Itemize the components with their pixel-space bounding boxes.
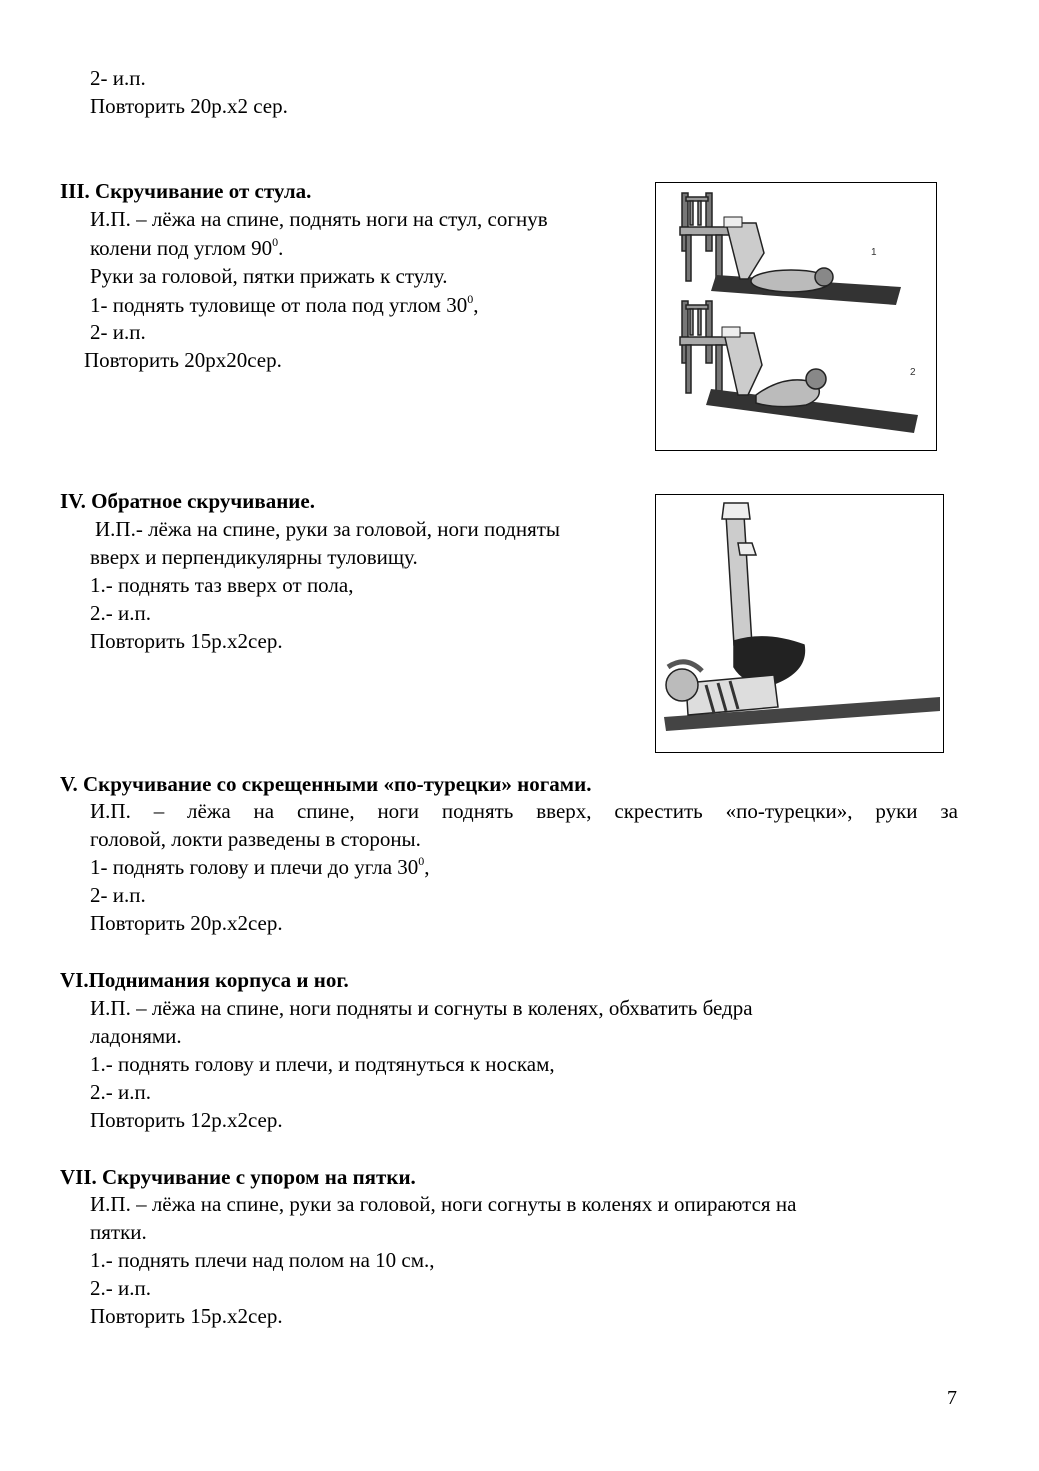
body-line: 2.- и.п. bbox=[90, 1276, 151, 1300]
reverse-crunch-illustration bbox=[655, 494, 944, 753]
body-line: Повторить 15р.х2сер. bbox=[90, 1304, 283, 1328]
body-line: Повторить 20р.х2 сер. bbox=[90, 94, 288, 118]
body-line: 2- и.п. bbox=[90, 66, 146, 90]
body-line: колени под углом $90^0$. bbox=[90, 235, 284, 260]
body-line: ладонями. bbox=[90, 1024, 182, 1048]
body-line: вверх и перпендикулярны туловищу. bbox=[90, 545, 418, 569]
body-line: Повторить 12р.х2сер. bbox=[90, 1108, 283, 1132]
body-line: И.П. – лёжа на спине, руки за головой, ноги согнуты в коленях и опираются на bbox=[90, 1192, 797, 1216]
body-line: И.П. – лёжа на спине, поднять ноги на стул, согнув bbox=[90, 207, 548, 231]
section-heading-5: V. Скручивание со скрещенными «по-турецки» ногами. bbox=[60, 772, 592, 796]
body-line: И.П.- лёжа на спине, руки за головой, ноги подняты bbox=[95, 517, 561, 541]
body-line: Повторить 20р.х2сер. bbox=[90, 911, 283, 935]
body-line: 1- поднять туловище от пола под углом $30^0$, bbox=[90, 292, 479, 317]
body-line: Руки за головой, пятки прижать к стулу. bbox=[90, 264, 448, 288]
chair-upper bbox=[680, 193, 730, 281]
figure-lower bbox=[722, 327, 826, 407]
page-number: 7 bbox=[947, 1387, 957, 1409]
exercise-figure bbox=[666, 503, 804, 715]
body-line: головой, локти разведены в стороны. bbox=[90, 827, 421, 851]
body-line: И.П. – лёжа на спине, ноги поднять вверх, скрестить «по-турецки», руки за bbox=[90, 799, 958, 823]
body-line: Повторить 15р.х2сер. bbox=[90, 629, 283, 653]
chair-crunch-illustration bbox=[655, 182, 937, 451]
figure-label-1: 1 bbox=[871, 247, 877, 258]
body-line: 2- и.п. bbox=[90, 883, 146, 907]
body-line: 2- и.п. bbox=[90, 320, 146, 344]
section-heading-4: IV. Обратное скручивание. bbox=[60, 489, 315, 513]
body-line: 1.- поднять голову и плечи, и подтянуться к носкам, bbox=[90, 1052, 555, 1076]
body-line: 1.- поднять плечи над полом на 10 см., bbox=[90, 1248, 435, 1272]
chair-lower bbox=[680, 301, 730, 393]
body-line: 1.- поднять таз вверх от пола, bbox=[90, 573, 354, 597]
section-heading-6: VI.Поднимания корпуса и ног. bbox=[60, 968, 349, 992]
body-line: И.П. – лёжа на спине, ноги подняты и согнуты в коленях, обхватить бедра bbox=[90, 996, 753, 1020]
body-line: Повторить 20рх20сер. bbox=[84, 348, 282, 372]
body-line: пятки. bbox=[90, 1220, 147, 1244]
body-line: 1- поднять голову и плечи до угла $30^0$, bbox=[90, 854, 430, 879]
body-line: 2.- и.п. bbox=[90, 1080, 151, 1104]
section-heading-3: III. Скручивание от стула. bbox=[60, 179, 312, 203]
figure-label-2: 2 bbox=[910, 367, 916, 378]
section-heading-7: VII. Скручивание с упором на пятки. bbox=[60, 1165, 416, 1189]
body-line: 2.- и.п. bbox=[90, 601, 151, 625]
